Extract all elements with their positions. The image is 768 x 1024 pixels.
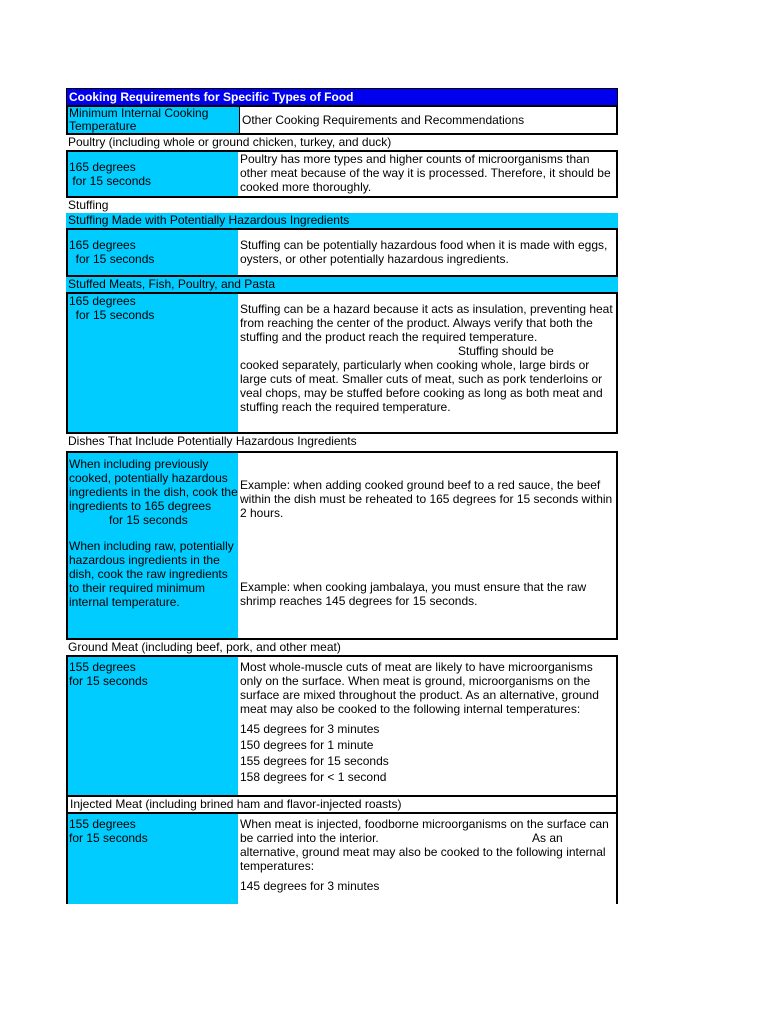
stuffing-hazardous-temp-line1: 165 degrees	[69, 238, 136, 252]
ground-note-text: Most whole-muscle cuts of meat are likely to have microorganisms only on the surface. When meat is ground, microorganisms on the surface are mixed throughout the product. As an alternative, ground meat may also be cooked to the following internal temperatures:	[240, 660, 599, 716]
category-injected-meat: Injected Meat (including brined ham and flavor-injected roasts)	[66, 797, 618, 812]
column-header-row	[66, 105, 618, 135]
dishes-cooked-rule: When including previously cooked, potentially hazardous ingredients in the dish, cook the ingredients to 165 degrees	[69, 457, 238, 513]
injected-note-part2: As an	[532, 831, 563, 845]
row-dishes	[66, 451, 618, 640]
stuffed-meats-temp	[68, 294, 238, 432]
stuffed-meats-temp-line1: 165 degrees	[69, 294, 136, 308]
dishes-examples	[238, 453, 616, 638]
ground-temp-line1: 155 degrees	[69, 660, 136, 674]
stuffed-meats-note	[238, 294, 616, 432]
category-ground-meat: Ground Meat (including beef, pork, and other meat)	[68, 640, 341, 654]
dishes-raw-rule: When including raw, potentially hazardous ingredients in the dish, cook the raw ingredients to their required minimum internal temperature.	[69, 539, 234, 609]
row-poultry	[66, 150, 618, 198]
header-min-temp: Minimum Internal Cooking Temperature	[68, 107, 240, 133]
poultry-note: Poultry has more types and higher counts of microorganisms than other meat because of the way it is processed. Therefore, it should be cooked more thoroughly.	[238, 152, 616, 196]
ground-temp-2: 155 degrees for 15 seconds	[240, 754, 389, 768]
dishes-cooked-example: Example: when adding cooked ground beef to a red sauce, the beef within the dish must be reheated to 165 degrees for 15 seconds within 2 hours.	[240, 478, 613, 520]
ground-note	[238, 657, 616, 795]
category-dishes: Dishes That Include Potentially Hazardous Ingredients	[68, 434, 357, 448]
cooking-requirements-table	[66, 88, 618, 904]
subcategory-stuffed-meats: Stuffed Meats, Fish, Poultry, and Pasta	[66, 277, 618, 292]
ground-temp-0: 145 degrees for 3 minutes	[240, 722, 380, 736]
dishes-rules	[68, 453, 238, 638]
poultry-temp	[68, 152, 238, 196]
poultry-temp-line1: 165 degrees	[69, 160, 136, 174]
category-poultry: Poultry (including whole or ground chicken, turkey, and duck)	[68, 135, 392, 149]
row-ground-meat	[66, 655, 618, 797]
injected-temp-0: 145 degrees for 3 minutes	[240, 879, 380, 893]
row-stuffed-meats	[66, 292, 618, 434]
poultry-temp-line2: for 15 seconds	[69, 174, 152, 188]
injected-temp	[68, 814, 238, 904]
injected-temp-line2: for 15 seconds	[69, 831, 148, 845]
injected-note	[238, 814, 616, 904]
stuffed-meats-note-part2: Stuffing should be	[458, 344, 554, 358]
injected-temp-line1: 155 degrees	[69, 817, 136, 831]
stuffing-hazardous-temp	[68, 230, 238, 275]
ground-temp	[68, 657, 238, 795]
table-title: Cooking Requirements for Specific Types of Food	[66, 88, 618, 105]
stuffed-meats-temp-line2: for 15 seconds	[69, 308, 155, 322]
stuffing-hazardous-temp-line2: for 15 seconds	[69, 252, 155, 266]
injected-note-part1: When meat is injected, foodborne microorganisms on the surface can be carried into the interior.	[240, 817, 609, 845]
stuffed-meats-note-part3: cooked separately, particularly when cooking whole, large birds or large cuts of meat. Smaller cuts of meat, such as pork tenderloins or veal chops, may be stuffed before cooking as long as both meat and stuffing reach the required temperature.	[240, 358, 603, 414]
injected-note-part3: alternative, ground meat may also be cooked to the following internal temperatures:	[240, 845, 606, 873]
stuffing-hazardous-note: Stuffing can be potentially hazardous food when it is made with eggs, oysters, or other potentially hazardous ingredients.	[238, 230, 616, 275]
ground-temp-3: 158 degrees for < 1 second	[240, 770, 387, 784]
ground-temp-line2: for 15 seconds	[69, 674, 148, 688]
header-other-reqs: Other Cooking Requirements and Recommendations	[240, 107, 616, 133]
dishes-cooked-rule-tail: for 15 seconds	[109, 513, 188, 527]
dishes-raw-example: Example: when cooking jambalaya, you must ensure that the raw shrimp reaches 145 degrees for 15 seconds.	[240, 580, 587, 608]
row-stuffing-hazardous	[66, 228, 618, 277]
category-stuffing: Stuffing	[68, 198, 109, 212]
ground-temp-1: 150 degrees for 1 minute	[240, 738, 374, 752]
stuffed-meats-note-part1: Stuffing can be a hazard because it acts as insulation, preventing heat from reaching the center of the product. Always verify that both the stuffing and the product reach the required temperature.	[240, 302, 613, 344]
subcategory-stuffing-hazardous: Stuffing Made with Potentially Hazardous Ingredients	[66, 213, 618, 228]
row-injected-meat	[66, 812, 618, 904]
